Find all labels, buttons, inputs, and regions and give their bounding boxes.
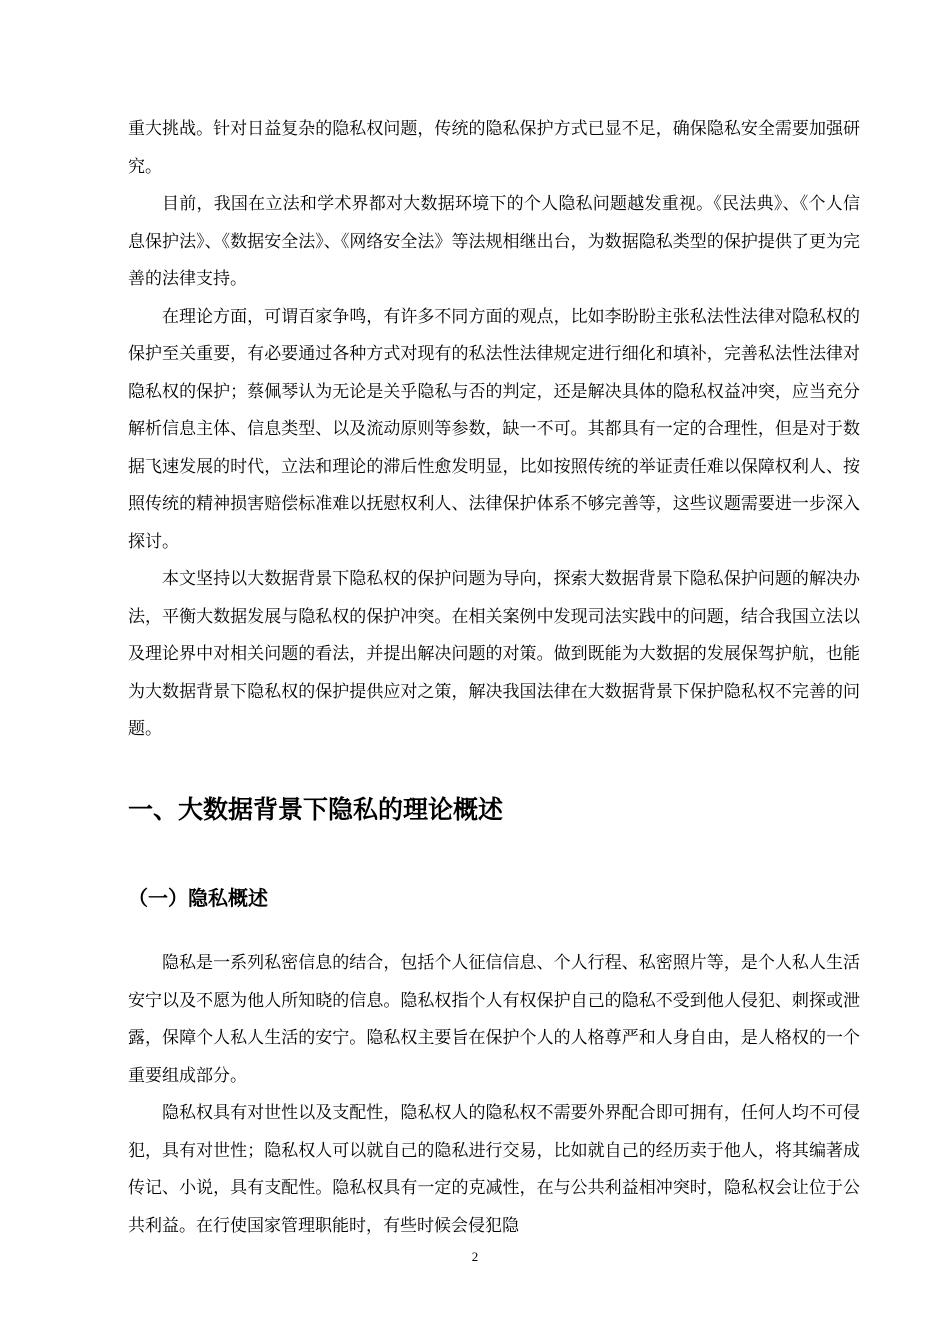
paragraph: 隐私权具有对世性以及支配性，隐私权人的隐私权不需要外界配合即可拥有，任何人均不可侵犯，具有对世性；隐私权人可以就自己的隐私进行交易，比如就自己的经历卖于他人，将其编著成传记、小说，具有支配性。隐私权具有一定的克减性，在与公共利益相冲突时，隐私权会让位于公共利益。在行使国家管理职能时，有些时候会侵犯隐 <box>128 1103 860 1236</box>
page-number: 2 <box>471 1249 479 1264</box>
chapter-heading: 一、大数据背景下隐私的理论概述 <box>128 795 504 824</box>
section-heading: （一）隐私概述 <box>128 886 268 910</box>
paragraph: 目前，我国在立法和学术界都对大数据环境下的个人隐私问题越发重视。《民法典》、《个人信息保护法》、《数据安全法》、《网络安全法》等法规相继出台，为数据隐私类型的保护提供了更为完善的法律支持。 <box>128 194 860 289</box>
paragraph: 本文坚持以大数据背景下隐私权的保护问题为导向，探索大数据背景下隐私保护问题的解决办法，平衡大数据发展与隐私权的保护冲突。在相关案例中发现司法实践中的问题，结合我国立法以及理论界中对相关问题的看法，并提出解决问题的对策。做到既能为大数据的发展保驾护航，也能为大数据背景下隐私权的保护提供应对之策，解决我国法律在大数据背景下保护隐私权不完善的问题。 <box>128 569 860 739</box>
paragraph: 在理论方面，可谓百家争鸣，有许多不同方面的观点，比如李盼盼主张私法性法律对隐私权的保护至关重要，有必要通过各种方式对现有的私法性法律规定进行细化和填补，完善私法性法律对隐私权的保护；蔡佩琴认为无论是关乎隐私与否的判定，还是解决具体的隐私权益冲突，应当充分解析信息主体、信息类型、以及流动原则等参数，缺一不可。其都具有一定的合理性，但是对于数据飞速发展的时代，立法和理论的滞后性愈发明显，比如按照传统的举证责任难以保障权利人、按照传统的精神损害赔偿标准难以抚慰权利人、法律保护体系不够完善等，这些议题需要进一步深入探讨。 <box>128 306 860 552</box>
paragraph: 隐私是一系列私密信息的结合，包括个人征信信息、个人行程、私密照片等，是个人私人生活安宁以及不愿为他人所知晓的信息。隐私权指个人有权保护自己的隐私不受到他人侵犯、刺探或泄露，保障个人私人生活的安宁。隐私权主要旨在保护个人的人格尊严和人身自由，是人格权的一个重要组成部分。 <box>128 953 860 1086</box>
body-section-privacy <box>128 945 860 1245</box>
body-section-intro <box>128 111 860 749</box>
paragraph: 重大挑战。针对日益复杂的隐私权问题，传统的隐私保护方式已显不足，确保隐私安全需要加强研究。 <box>128 119 860 177</box>
